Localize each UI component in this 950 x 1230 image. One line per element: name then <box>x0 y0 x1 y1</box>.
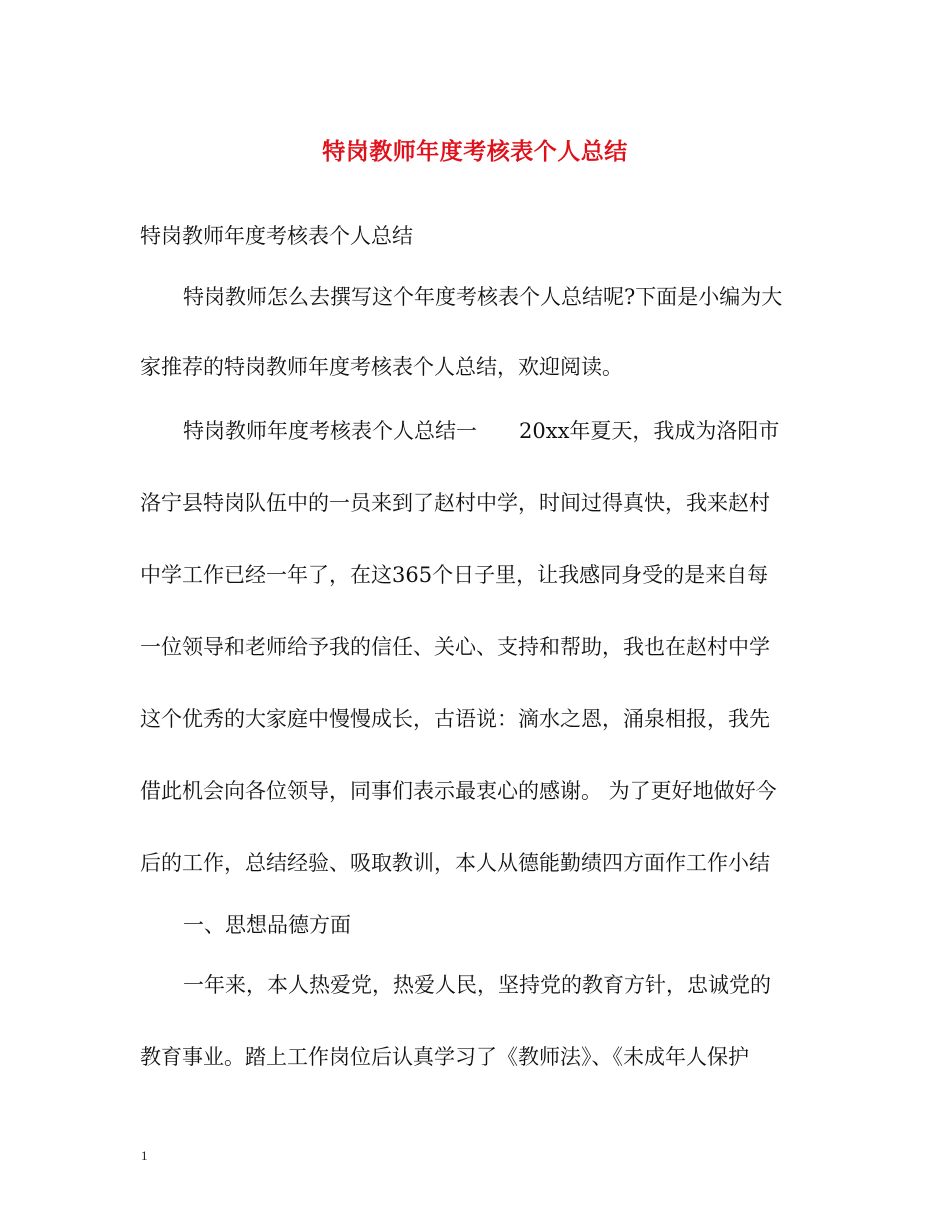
text-line: 洛宁县特岗队伍中的一员来到了赵村中学，时间过得真快，我来赵村 <box>140 491 770 515</box>
page-number: 1 <box>141 1148 148 1163</box>
subtitle-line: 特岗教师年度考核表个人总结 <box>140 224 413 248</box>
text-line: 特岗教师怎么去撰写这个年度考核表个人总结呢?下面是小编为大 <box>183 285 783 309</box>
text-line: 一位领导和老师给予我的信任、关心、支持和帮助，我也在赵村中学 <box>140 635 770 659</box>
text-line: 一年来，本人热爱党，热爱人民，坚持党的教育方针，忠诚党的 <box>183 973 771 997</box>
text-line: 中学工作已经一年了，在这365个日子里，让我感同身受的是来自每 <box>140 563 769 587</box>
text-line: 特岗教师年度考核表个人总结一 20xx年夏天，我成为洛阳市 <box>183 419 780 443</box>
text-line: 教育事业。踏上工作岗位后认真学习了《教师法》、《未成年人保护 <box>140 1045 749 1069</box>
text-line: 借此机会向各位领导，同事们表示最衷心的感谢。 为了更好地做好今 <box>140 779 777 803</box>
text-line: 家推荐的特岗教师年度考核表个人总结，欢迎阅读。 <box>140 355 623 379</box>
document-title: 特岗教师年度考核表个人总结 <box>322 138 628 165</box>
section-heading: 一、思想品德方面 <box>183 913 351 937</box>
text-line: 后的工作，总结经验、吸取教训，本人从德能勤绩四方面作工作小结 <box>140 851 770 875</box>
text-line: 这个优秀的大家庭中慢慢成长，古语说：滴水之恩，涌泉相报，我先 <box>140 707 770 731</box>
